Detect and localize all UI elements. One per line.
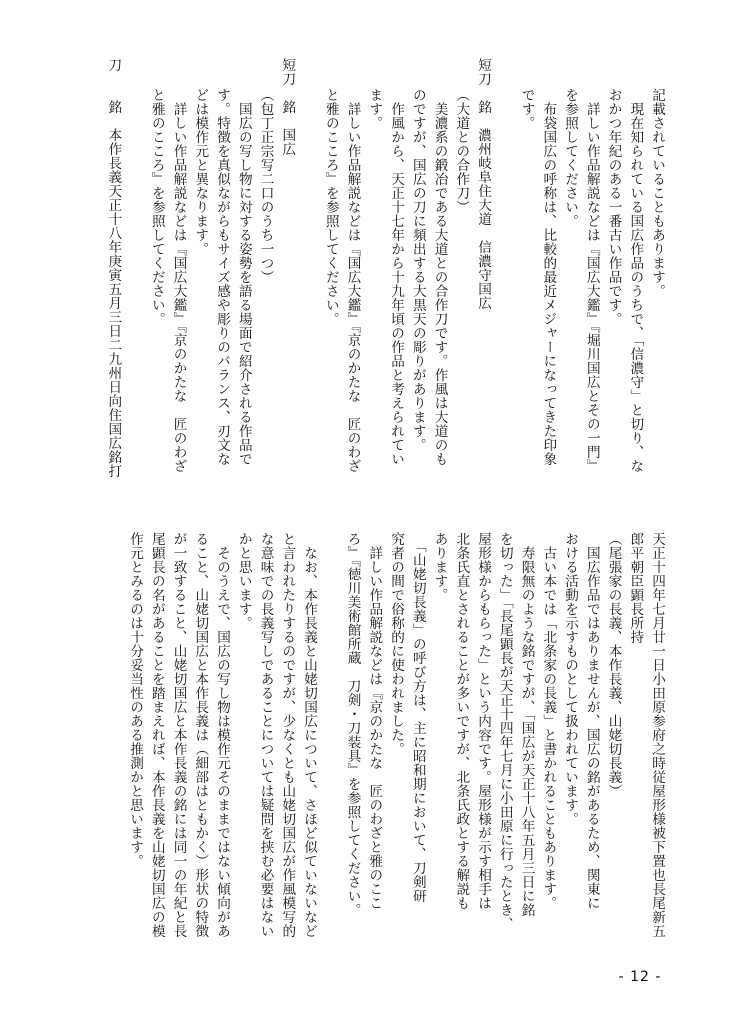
text-line: を切った」「長尾顕長が天正十四年七月に小田原に行ったとき、: [496, 532, 513, 932]
text-line: 天正十四年七月廿一日小田原参府之時従屋形様被下置也長尾新五: [649, 532, 665, 938]
text-line: そのうえで、国広の写し物は模作元そのままではない傾向があ: [214, 532, 230, 938]
text-line: 究者の間で俗称的に使われました。: [388, 532, 404, 756]
text-line: 詳しい作品解説などは『京のかたな 匠のわざと雅のここ: [366, 532, 383, 910]
text-line: 現在知られている国広作品のうちで、「信濃守」と切り、な: [627, 88, 644, 474]
text-line: 作元とみるのは十分妥当性のある推測かと思います。: [127, 532, 143, 868]
text-line: と言われたりするのですが、少なくとも山姥切国広が作風模写的: [279, 532, 296, 938]
text-line: を参照してください。: [562, 88, 578, 228]
text-line: 尾顕長の名があることを踏まえれば、本作長義を山姥切国広の模: [148, 532, 165, 938]
text-line: 屋形様からもらった」という内容です。屋形様が示す相手は: [475, 532, 491, 910]
text-line: あります。: [431, 532, 448, 602]
text-line: 美濃系の鍛冶である大道との合作刀です。作風は大道のも: [431, 88, 448, 466]
text-line: 記載されていることもあります。: [649, 88, 665, 298]
text-line: が一致すること、山姥切国広と本作長義の銘には同一の年紀と長: [170, 532, 187, 938]
text-line: です。: [518, 88, 535, 130]
text-line: かと思います。: [235, 532, 252, 630]
text-line: 寿限無のような銘ですが、「国広が天正十八年五月三日に銘: [518, 532, 535, 918]
text-line: おける活動を示すものとして扱われています。: [562, 532, 578, 826]
text-line: 「山姥切長義」の呼び方は、主に昭和期において、刀剣研: [409, 532, 426, 904]
text-line: （包丁正宗写二口のうち一つ）: [257, 88, 274, 284]
text-line: 詳しい作品解説などは『国広大鑑』『京のかたな 匠のわざ: [344, 88, 361, 474]
text-line: 詳しい作品解説などは『国広大鑑』『堀川国広とその一門』: [583, 88, 600, 474]
text-line: す。特徴を真似ながらもサイズ感や彫りのバランス、刃文な: [214, 88, 230, 466]
text-line: （尾張家の長義、本作長義、山姥切長義）: [605, 532, 622, 798]
text-line: 郎平朝臣顕長所持: [627, 532, 644, 644]
text-line: 作風から、天正十七年から十九年頃の作品と考えられてい: [388, 88, 404, 466]
text-line: ること、山姥切国広と本作長義は（細部はともかく）形状の特徴: [192, 532, 209, 938]
text-line: なお、本作長義と山姥切国広について、さほど似ていないなど: [301, 532, 317, 938]
text-line: おかつ年紀のある一番古い作品です。: [605, 88, 622, 326]
text-line: 古い本では「北条家の長義」と書かれることもあります。: [540, 532, 557, 910]
item-heading-line: 短刀 銘 濃州岐阜住大道 信濃守国広: [475, 58, 491, 310]
text-line: 国広の写し物に対する姿勢を語る場面で紹介される作品で: [235, 88, 252, 466]
text-line: 布袋国広の呼称は、比較的最近メジャーになってきた印象: [540, 88, 557, 466]
text-line: ろ』『徳川美術館所蔵 刀剣・刀装具』を参照してください。: [344, 532, 361, 918]
text-line: どは模作元と異なります。: [192, 88, 209, 256]
text-line: な意味での長義写しであることについては疑問を挟む必要はない: [257, 532, 274, 938]
item-heading-line: 短刀 銘 国広: [279, 58, 296, 156]
text-line: 北条氏直とされることが多いですが、北条氏政とする解説も: [453, 532, 470, 910]
text-line: 詳しい作品解説などは『国広大鑑』『京のかたな 匠のわざ: [170, 88, 187, 474]
text-line: と雅のこころ』を参照してください。: [322, 88, 339, 326]
item-heading-line: 刀 銘 本作長義天正十八年庚寅五月三日二九州日向住国広銘打: [105, 58, 122, 478]
page-number: - 12 -: [618, 969, 662, 985]
text-line: （大道との合作刀）: [453, 88, 470, 214]
text-line: 国広作品ではありませんが、国広の銘があるため、関東に: [583, 532, 600, 910]
text-line: ます。: [366, 88, 383, 130]
text-line: のですが、国広の刀に頻出する大黒天の彫りがあります。: [409, 88, 426, 452]
text-line: と雅のこころ』を参照してください。: [148, 88, 165, 326]
